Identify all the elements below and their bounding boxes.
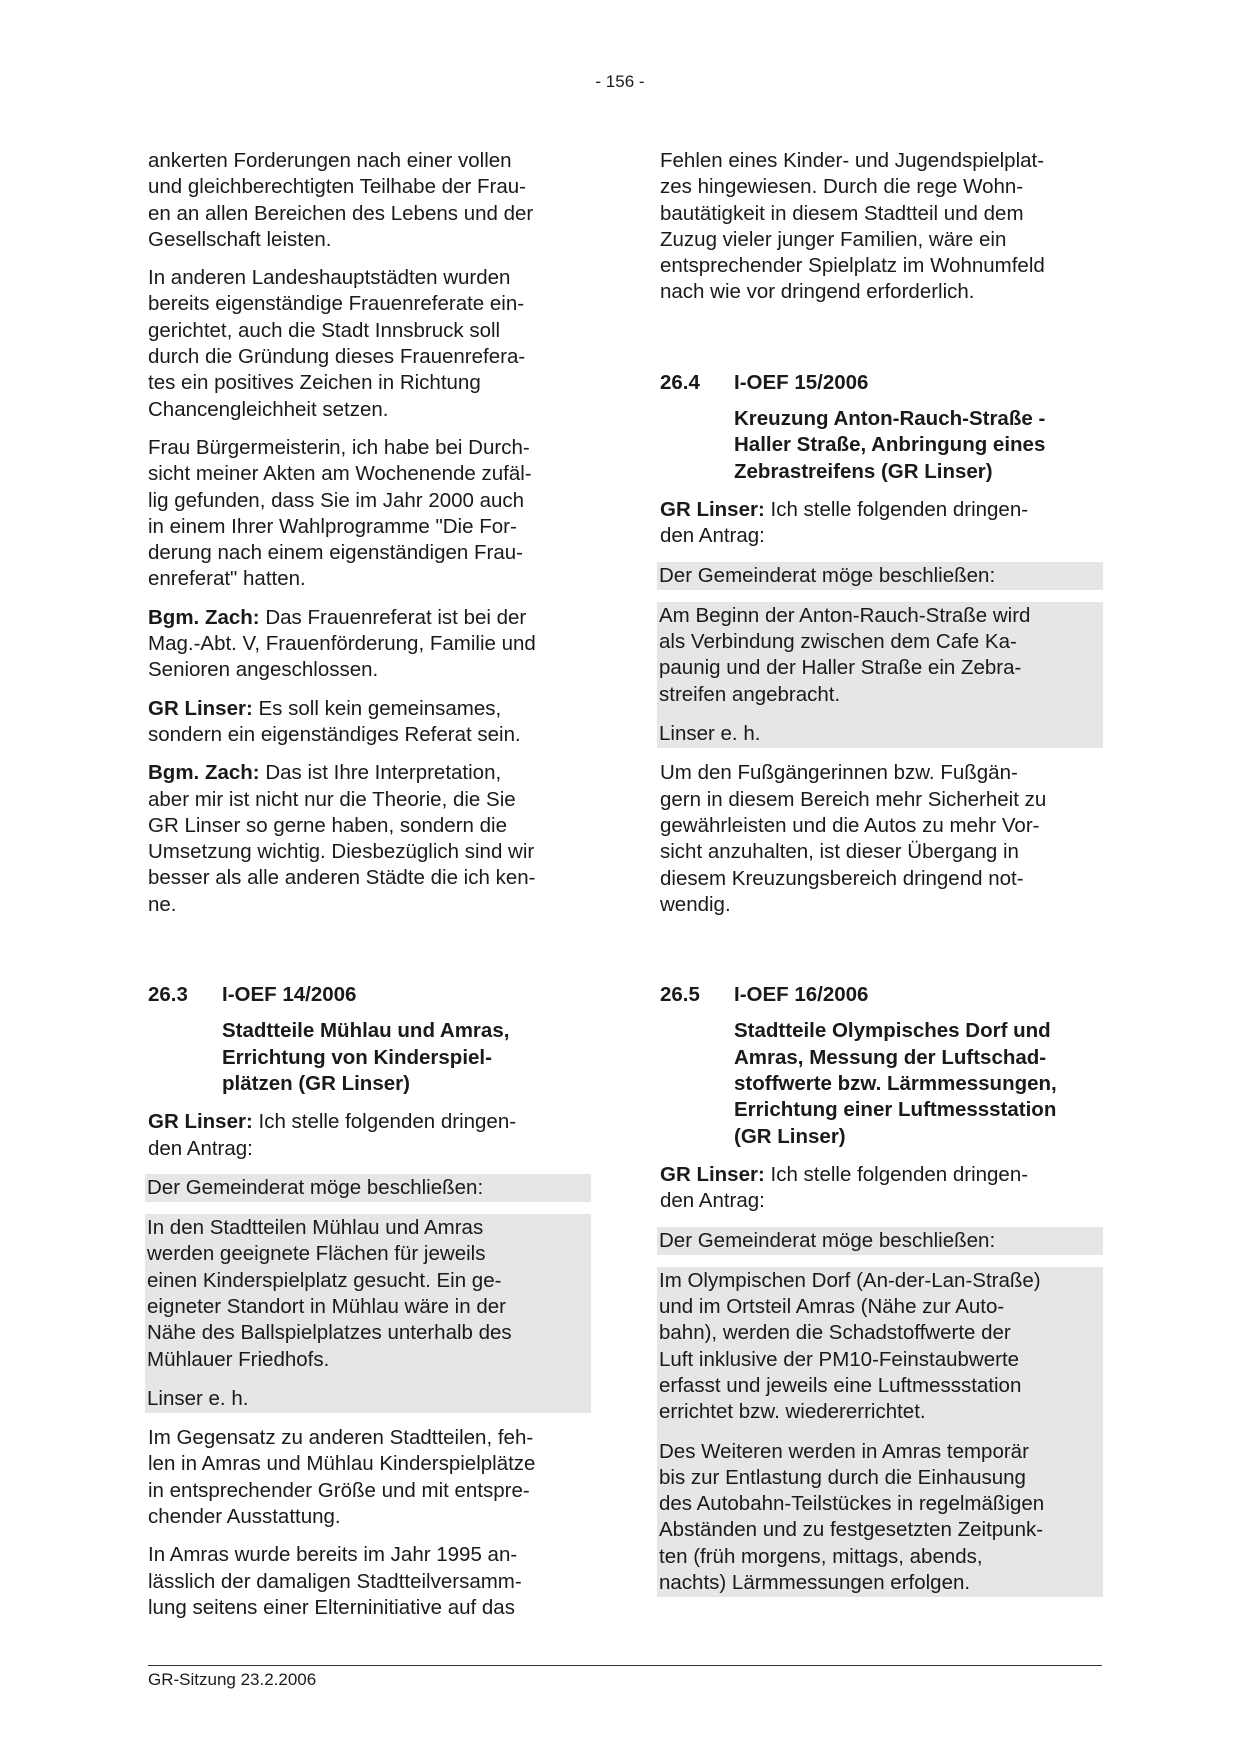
- text-line: diesem Kreuzungsbereich dringend not-: [660, 866, 1024, 890]
- item-title: [660, 406, 1100, 485]
- text-line: nach wie vor dringend erforderlich.: [660, 280, 975, 304]
- footer-divider: [148, 1665, 1102, 1666]
- motion-text: [657, 1438, 1103, 1598]
- text-line: den Antrag:: [660, 524, 765, 548]
- text-line: [148, 1109, 588, 1135]
- text-line: werden geeignete Flächen für jeweils: [147, 1242, 486, 1266]
- item-heading-26-5: [660, 982, 1100, 1008]
- text-line: einen Kinderspielplatz gesucht. Ein ge-: [147, 1268, 502, 1292]
- text-line: tes ein positives Zeichen in Richtung: [148, 371, 481, 395]
- text-line: In Amras wurde bereits im Jahr 1995 an-: [148, 1543, 518, 1567]
- paragraph: [660, 760, 1100, 918]
- text-line: [148, 760, 588, 786]
- text-line: (GR Linser): [734, 1124, 846, 1148]
- text-line: Der Gemeinderat möge beschließen:: [659, 563, 996, 587]
- text-line: Der Gemeinderat möge beschließen:: [147, 1175, 484, 1199]
- item-code: I-OEF 15/2006: [734, 370, 869, 394]
- text-fragment: Ich stelle folgenden dringen-: [764, 1162, 1029, 1186]
- text-line: wendig.: [660, 892, 731, 916]
- text-fragment: Ich stelle folgenden dringen-: [252, 1110, 517, 1134]
- page-number: - 156 -: [595, 72, 645, 91]
- text-line: Kreuzung Anton-Rauch-Straße -: [734, 407, 1046, 431]
- speaker-name: GR Linser:: [148, 1110, 253, 1134]
- item-number: 26.3: [148, 983, 188, 1007]
- text-line: Luft inklusive der PM10-Feinstaubwerte: [659, 1347, 1020, 1371]
- text-line: In anderen Landeshauptstädten wurden: [148, 266, 511, 290]
- text-line: ankerten Forderungen nach einer vollen: [148, 149, 512, 172]
- speaker-paragraph: [148, 760, 588, 918]
- text-line: sicht meiner Akten am Wochenende zufäl-: [148, 462, 532, 486]
- speaker-paragraph: [148, 1109, 588, 1162]
- text-line: gerichtet, auch die Stadt Innsbruck soll: [148, 318, 501, 342]
- text-line: errichtet bzw. wiedererrichtet.: [659, 1400, 926, 1424]
- text-line: len in Amras und Mühlau Kinderspielplätze: [148, 1452, 536, 1476]
- speaker-name: GR Linser:: [660, 1162, 765, 1186]
- paragraph: [148, 1425, 588, 1530]
- text-line: Fehlen eines Kinder- und Jugendspielplat-: [660, 149, 1045, 172]
- text-fragment: Ich stelle folgenden dringen-: [764, 497, 1029, 521]
- text-line: Stadtteile Olympisches Dorf und: [734, 1019, 1051, 1043]
- text-line: enreferat" hatten.: [148, 567, 306, 591]
- text-line: sicht anzuhalten, ist dieser Übergang in: [660, 840, 1019, 864]
- item-heading-26-4: [660, 370, 1100, 396]
- text-line: bis zur Entlastung durch die Einhausung: [659, 1465, 1026, 1489]
- text-line: entsprechender Spielplatz im Wohnumfeld: [660, 254, 1045, 278]
- speaker-name: Bgm. Zach:: [148, 605, 260, 629]
- text-line: lig gefunden, dass Sie im Jahr 2000 auch: [148, 488, 525, 512]
- text-line: bautätigkeit in diesem Stadtteil und dem: [660, 201, 1024, 225]
- text-line: durch die Gründung dieses Frauenrefera-: [148, 345, 526, 369]
- speaker-name: Bgm. Zach:: [148, 761, 260, 785]
- text-line: Im Gegensatz zu anderen Stadtteilen, feh-: [148, 1426, 534, 1450]
- text-line: lung seitens einer Elterninitiative auf das: [148, 1595, 515, 1619]
- motion-text: [657, 1267, 1103, 1438]
- speaker-paragraph: [660, 497, 1100, 550]
- speaker-name: GR Linser:: [148, 696, 253, 720]
- speaker-paragraph: [660, 1162, 1100, 1215]
- text-line: Um den Fußgängerinnen bzw. Fußgän-: [660, 761, 1018, 785]
- section-spacer: [660, 930, 1100, 982]
- text-line: des Autobahn-Teilstückes in regelmäßigen: [659, 1492, 1045, 1516]
- text-line: plätzen (GR Linser): [222, 1071, 410, 1095]
- footer-session-date: GR-Sitzung 23.2.2006: [148, 1670, 317, 1689]
- text-line: streifen angebracht.: [659, 682, 841, 706]
- item-heading-26-3: [148, 982, 588, 1008]
- paragraph: [148, 435, 588, 593]
- text-line: Stadtteile Mühlau und Amras,: [222, 1019, 510, 1043]
- text-line: zes hingewiesen. Durch die rege Wohn-: [660, 175, 1024, 199]
- motion-heading: [657, 562, 1103, 590]
- text-line: Zuzug vieler junger Familien, wäre ein: [660, 227, 1007, 251]
- item-code: I-OEF 14/2006: [222, 983, 357, 1007]
- text-line: Chancengleichheit setzen.: [148, 397, 389, 421]
- text-line: bahn), werden die Schadstoffwerte der: [659, 1321, 1011, 1345]
- motion-text: [145, 1214, 591, 1385]
- speaker-paragraph: [148, 605, 588, 684]
- text-fragment: Das Frauenreferat ist bei der: [259, 605, 527, 629]
- text-line: Senioren angeschlossen.: [148, 658, 379, 682]
- text-line: sondern ein eigenständiges Referat sein.: [148, 722, 521, 746]
- signature: [657, 720, 1103, 748]
- text-line: Frau Bürgermeisterin, ich habe bei Durch-: [148, 435, 530, 459]
- text-line: Zebrastreifens (GR Linser): [734, 459, 993, 483]
- text-line: [148, 605, 588, 631]
- item-title: [148, 1018, 588, 1097]
- text-line: nachts) Lärmmessungen erfolgen.: [659, 1571, 971, 1595]
- motion-text: [657, 602, 1103, 720]
- text-fragment: Es soll kein gemeinsames,: [252, 696, 502, 720]
- text-line: in einem Ihrer Wahlprogramme "Die For-: [148, 514, 517, 538]
- motion-heading: [145, 1174, 591, 1202]
- text-line: In den Stadtteilen Mühlau und Amras: [147, 1216, 484, 1240]
- paragraph: [148, 148, 588, 253]
- text-line: Abständen und zu festgesetzten Zeitpunk-: [659, 1518, 1044, 1542]
- text-line: Errichtung einer Luftmessstation: [734, 1098, 1057, 1122]
- text-line: Nähe des Ballspielplatzes unterhalb des: [147, 1321, 512, 1345]
- text-line: GR Linser so gerne haben, sondern die: [148, 813, 507, 837]
- section-spacer: [148, 930, 588, 982]
- text-line: und im Ortsteil Amras (Nähe zur Auto-: [659, 1295, 1005, 1319]
- text-line: bereits eigenständige Frauenreferate ein-: [148, 292, 525, 316]
- text-line: Mag.-Abt. V, Frauenförderung, Familie und: [148, 632, 536, 656]
- text-line: paunig und der Haller Straße ein Zebra-: [659, 656, 1022, 680]
- text-line: Linser e. h.: [147, 1386, 249, 1410]
- text-line: Des Weiteren werden in Amras temporär: [659, 1439, 1029, 1463]
- text-line: aber mir ist nicht nur die Theorie, die Sie: [148, 787, 516, 811]
- text-line: gern in diesem Bereich mehr Sicherheit zu: [660, 787, 1047, 811]
- text-line: [660, 1162, 1100, 1188]
- text-line: in entsprechender Größe und mit entspre-: [148, 1478, 530, 1502]
- text-line: erfasst und jeweils eine Luftmessstation: [659, 1373, 1022, 1397]
- text-line: stoffwerte bzw. Lärmmessungen,: [734, 1072, 1057, 1096]
- text-line: ten (früh morgens, mittags, abends,: [659, 1544, 983, 1568]
- signature: [145, 1385, 591, 1413]
- paragraph: [148, 1542, 588, 1621]
- right-column: [660, 148, 1100, 1609]
- text-line: derung nach einem eigenständigen Frau-: [148, 541, 523, 565]
- text-line: lässlich der damaligen Stadtteilversamm-: [148, 1569, 522, 1593]
- text-line: Umsetzung wichtig. Diesbezüglich sind wir: [148, 840, 535, 864]
- text-line: besser als alle anderen Städte die ich ken-: [148, 866, 536, 890]
- text-line: Mühlauer Friedhofs.: [147, 1347, 330, 1371]
- text-line: [660, 497, 1100, 523]
- text-line: ne.: [148, 892, 177, 916]
- text-line: den Antrag:: [148, 1136, 253, 1160]
- item-number: 26.4: [660, 370, 700, 394]
- text-line: und gleichberechtigten Teilhabe der Frau-: [148, 175, 526, 199]
- item-code: I-OEF 16/2006: [734, 983, 869, 1007]
- text-line: Haller Straße, Anbringung eines: [734, 433, 1046, 457]
- motion-heading: [657, 1227, 1103, 1255]
- text-line: Amras, Messung der Luftschad-: [734, 1045, 1047, 1069]
- item-number: 26.5: [660, 983, 700, 1007]
- text-line: Linser e. h.: [659, 722, 761, 746]
- paragraph: [148, 265, 588, 423]
- text-line: den Antrag:: [660, 1189, 765, 1213]
- paragraph: [660, 148, 1100, 306]
- text-line: Gesellschaft leisten.: [148, 227, 332, 251]
- text-fragment: Das ist Ihre Interpretation,: [259, 761, 502, 785]
- speaker-paragraph: [148, 696, 588, 749]
- text-line: als Verbindung zwischen dem Cafe Ka-: [659, 630, 1017, 654]
- text-line: gewährleisten und die Autos zu mehr Vor-: [660, 813, 1040, 837]
- section-spacer: [660, 318, 1100, 370]
- text-line: [148, 696, 588, 722]
- text-line: eigneter Standort in Mühlau wäre in der: [147, 1294, 506, 1318]
- text-line: Im Olympischen Dorf (An-der-Lan-Straße): [659, 1268, 1041, 1292]
- item-title: [660, 1018, 1100, 1149]
- text-line: chender Ausstattung.: [148, 1505, 341, 1529]
- text-line: en an allen Bereichen des Lebens und der: [148, 201, 534, 225]
- text-line: Der Gemeinderat möge beschließen:: [659, 1228, 996, 1252]
- text-line: Am Beginn der Anton-Rauch-Straße wird: [659, 603, 1031, 627]
- left-column: [148, 148, 588, 1633]
- text-line: Errichtung von Kinderspiel-: [222, 1045, 492, 1069]
- speaker-name: GR Linser:: [660, 497, 765, 521]
